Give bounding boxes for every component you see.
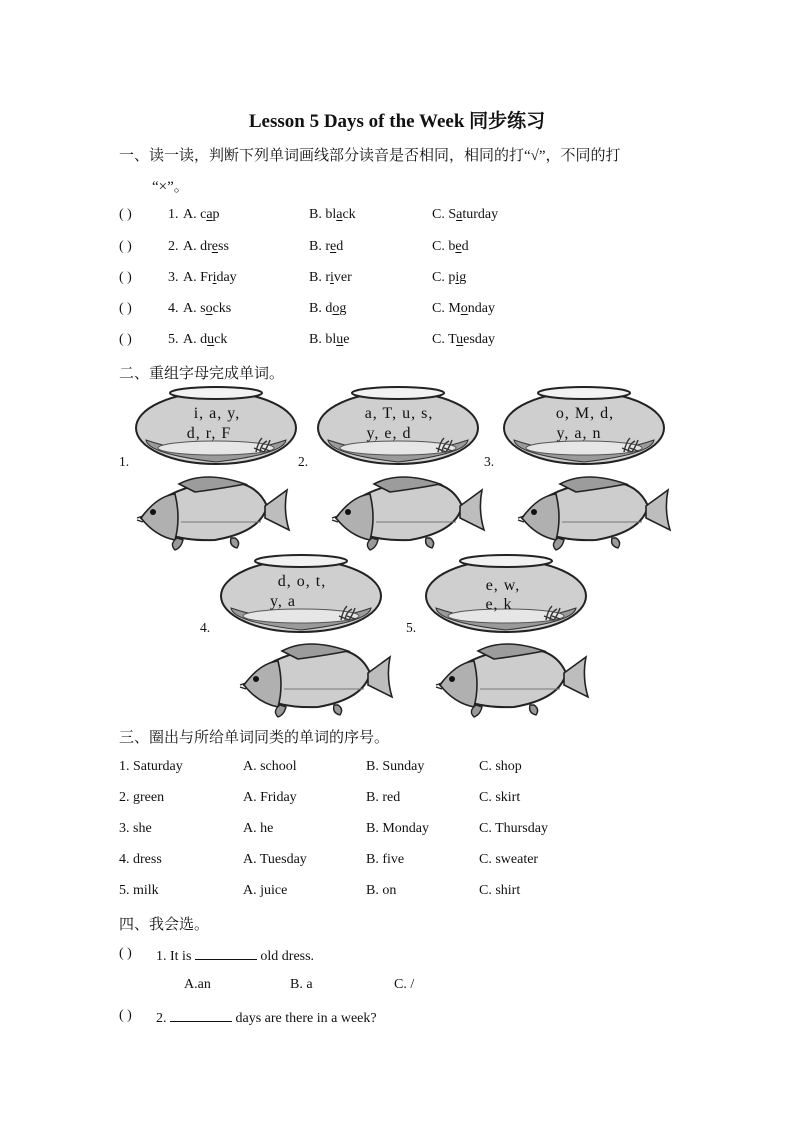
underlined-letters: a: [336, 207, 343, 222]
underlined-letters: o: [460, 301, 468, 316]
word-post: nday: [467, 301, 496, 316]
part3-row-3-option-c[interactable]: C. Thursday: [479, 821, 548, 836]
bowl-2-number: 2.: [298, 454, 309, 469]
part1-row-1-paren[interactable]: [119, 207, 132, 223]
bowl-5-letters-line2: e, k: [485, 596, 513, 613]
part1-row-4-option-c: [432, 301, 495, 317]
underlined-letters: a: [456, 207, 463, 222]
word-post: cks: [212, 301, 232, 316]
underlined-letters: e: [330, 239, 337, 254]
word-post: ck: [342, 207, 356, 222]
item-number: 2.: [168, 239, 179, 254]
underlined-letters: u: [336, 332, 344, 347]
word-post: p: [212, 207, 220, 222]
underlined-letters: i: [330, 270, 334, 285]
part4-instruction: 四、我会选。: [119, 917, 210, 933]
part1-row-2-option-b: [309, 239, 343, 255]
part1-row-4-option-a: [183, 301, 231, 317]
part1-instruction-line2: “×”。: [152, 179, 189, 195]
item-number: 4.: [168, 301, 179, 316]
part3-row-3-option-a[interactable]: A. he: [243, 821, 274, 836]
q1-option-b[interactable]: B. a: [290, 977, 313, 992]
word-pre: A. d: [183, 332, 208, 347]
part3-row-5-option-a[interactable]: A. juice: [243, 883, 288, 898]
word-post: g: [459, 270, 467, 285]
part3-row-3-word: 3. she: [119, 821, 152, 836]
bowl-4-letters-line1: d, o, t,: [277, 573, 327, 590]
word-post: e: [343, 332, 350, 347]
underlined-letters: o: [332, 301, 340, 316]
answer-paren[interactable]: ( ): [119, 332, 132, 347]
answer-paren[interactable]: ( ): [119, 239, 132, 254]
part1-row-5-option-a: [183, 332, 227, 348]
bowl-1-letters-line1: i, a, y,: [193, 405, 241, 422]
word-pre: A. dr: [183, 239, 212, 254]
fish-icon: [238, 637, 396, 719]
part3-row-5-word: 5. milk: [119, 883, 159, 898]
word-post: ck: [214, 332, 228, 347]
word-post: esday: [463, 332, 496, 347]
q1-stem-post: old dress.: [260, 949, 315, 964]
part1-row-3-paren[interactable]: [119, 270, 132, 286]
word-post: ver: [333, 270, 352, 285]
bowl-5-letters-line1: e, w,: [485, 577, 521, 594]
bowl-2-letters-line2: y, e, d: [366, 425, 412, 442]
fish-icon: [516, 470, 674, 552]
word-pre: B. bl: [309, 332, 337, 347]
part3-row-1-option-c[interactable]: C. shop: [479, 759, 522, 774]
part1-row-2-option-c: [432, 239, 469, 255]
word-post: d: [336, 239, 344, 254]
q1-stem-pre: 1. It is: [156, 949, 192, 964]
bowl-4-number: 4.: [200, 620, 211, 635]
answer-paren[interactable]: ( ): [119, 270, 132, 285]
part1-row-4-number: [168, 301, 179, 317]
word-post: turday: [462, 207, 499, 222]
part3-row-4-option-a[interactable]: A. Tuesday: [243, 852, 307, 867]
word-pre: C. T: [432, 332, 457, 347]
word-pre: A. c: [183, 207, 207, 222]
item-number: 3.: [168, 270, 179, 285]
fish-icon: [330, 470, 488, 552]
underlined-letters: i: [455, 270, 460, 285]
part3-row-3-option-b[interactable]: B. Monday: [366, 821, 429, 836]
q2-text: [156, 1008, 377, 1027]
word-post: day: [216, 270, 237, 285]
q1-text: [156, 946, 314, 965]
page-title: Lesson 5 Days of the Week 同步练习: [248, 111, 546, 132]
part3-row-1-option-a[interactable]: A. school: [243, 759, 297, 774]
q2-stem-post: days are there in a week?: [235, 1011, 377, 1026]
part1-row-5-paren[interactable]: [119, 332, 132, 348]
word-post: g: [339, 301, 347, 316]
part3-row-4-option-c[interactable]: C. sweater: [479, 852, 539, 867]
bowl-3-letters-line1: o, M, d,: [555, 405, 615, 422]
part3-row-2-word: 2. green: [119, 790, 165, 805]
part1-row-5-option-b: [309, 332, 349, 348]
underlined-letters: i: [212, 270, 217, 285]
part3-instruction: 三、圈出与所给单词同类的单词的序号。: [119, 730, 390, 746]
word-pre: C. b: [432, 239, 456, 254]
part1-instruction: 一、读一读，判断下列单词画线部分读音是否相同，相同的打“√”，不同的打: [119, 148, 621, 164]
bowl-1-number: 1.: [119, 454, 130, 469]
word-pre: B. bl: [309, 207, 337, 222]
answer-paren[interactable]: ( ): [119, 301, 132, 316]
fish-icon: [434, 637, 592, 719]
part1-row-2-paren[interactable]: [119, 239, 132, 255]
item-number: 1.: [168, 207, 179, 222]
part1-row-1-option-a: [183, 207, 220, 223]
part2-instruction: 二、重组字母完成单词。: [119, 366, 285, 382]
part3-row-2-option-a[interactable]: A. Friday: [243, 790, 297, 805]
part1-row-4-option-b: [309, 301, 346, 317]
part3-row-1-word: 1. Saturday: [119, 759, 183, 774]
fish-icon: [135, 470, 293, 552]
bowl-3-letters-line2: y, a, n: [556, 425, 602, 442]
part1-row-2-option-a: [183, 239, 229, 255]
part1-row-3-option-a: [183, 270, 237, 286]
q1-paren[interactable]: ( ): [119, 946, 132, 961]
word-pre: A. Fr: [183, 270, 213, 285]
part1-row-1-option-c: [432, 207, 498, 223]
word-pre: A. s: [183, 301, 206, 316]
part1-row-2-number: [168, 239, 179, 255]
q2-blank[interactable]: [170, 1008, 232, 1022]
bowl-5-number: 5.: [406, 620, 417, 635]
bowl-2-letters-line1: a, T, u, s,: [364, 405, 434, 422]
answer-paren[interactable]: ( ): [119, 207, 132, 222]
part1-row-5-option-c: [432, 332, 495, 348]
underlined-letters: u: [207, 332, 215, 347]
part3-row-5-option-c[interactable]: C. shirt: [479, 883, 521, 898]
underlined-letters: o: [205, 301, 213, 316]
part1-row-5-number: [168, 332, 179, 348]
underlined-letters: e: [455, 239, 462, 254]
part3-row-4-option-b[interactable]: B. five: [366, 852, 405, 867]
part3-row-2-option-b[interactable]: B. red: [366, 790, 401, 805]
word-pre: B. r: [309, 270, 330, 285]
word-pre: C. S: [432, 207, 457, 222]
q2-stem-pre: 2.: [156, 1011, 167, 1026]
underlined-letters: a: [206, 207, 213, 222]
word-pre: C. p: [432, 270, 456, 285]
word-post: d: [461, 239, 469, 254]
part3-row-2-option-c[interactable]: C. skirt: [479, 790, 521, 805]
part3-row-5-option-b[interactable]: B. on: [366, 883, 397, 898]
part1-row-3-option-b: [309, 270, 352, 286]
bowl-4-letters-line2: y, a: [269, 593, 297, 610]
word-pre: C. M: [432, 301, 461, 316]
part1-row-4-paren[interactable]: [119, 301, 132, 317]
part1-row-3-number: [168, 270, 179, 286]
underlined-letters: e: [211, 239, 218, 254]
part1-row-1-number: [168, 207, 179, 223]
word-pre: B. r: [309, 239, 330, 254]
q1-blank[interactable]: [195, 946, 257, 960]
part3-row-1-option-b[interactable]: B. Sunday: [366, 759, 425, 774]
part3-row-4-word: 4. dress: [119, 852, 162, 867]
word-pre: B. d: [309, 301, 333, 316]
q1-option-a[interactable]: A.an: [184, 977, 211, 992]
part1-row-1-option-b: [309, 207, 356, 223]
bowl-3-number: 3.: [484, 454, 495, 469]
part1-row-3-option-c: [432, 270, 466, 286]
word-post: ss: [218, 239, 229, 254]
q2-paren[interactable]: ( ): [119, 1008, 132, 1023]
underlined-letters: u: [456, 332, 464, 347]
q1-option-c[interactable]: C. /: [394, 977, 415, 992]
bowl-1-letters-line2: d, r, F: [186, 425, 232, 442]
item-number: 5.: [168, 332, 179, 347]
